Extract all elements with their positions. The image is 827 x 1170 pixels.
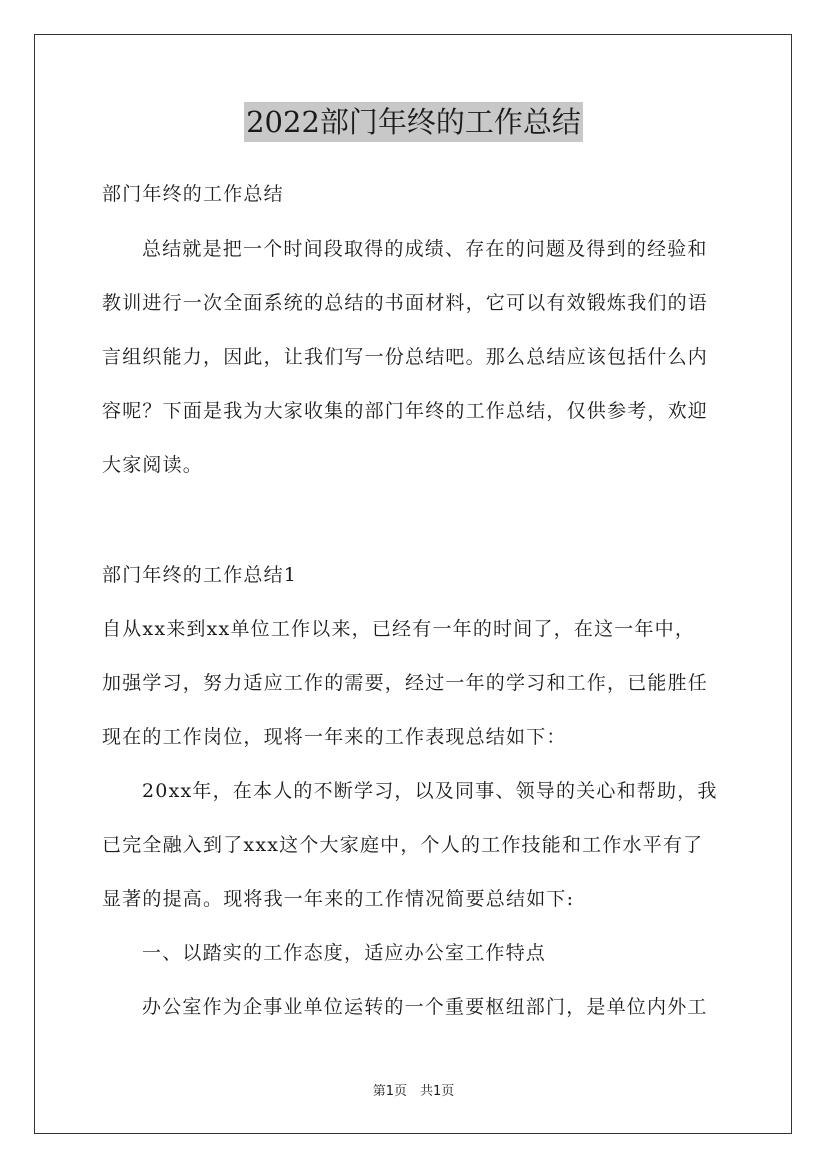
paragraph-line: 总结就是把一个时间段取得的成绩、存在的问题及得到的经验和	[142, 238, 708, 260]
document-title: 2022部门年终的工作总结	[244, 102, 583, 142]
paragraph-line: 已完全融入到了xxx这个大家庭中，个人的工作技能和工作水平有了	[102, 834, 704, 856]
paragraph-line: 大家阅读。	[102, 454, 204, 476]
paragraph-line: 自从xx来到xx单位工作以来，已经有一年的时间了，在这一年中，	[102, 618, 696, 640]
paragraph-line: 20xx年，在本人的不断学习，以及同事、领导的关心和帮助，我	[142, 780, 718, 802]
paragraph-line: 加强学习，努力适应工作的需要，经过一年的学习和工作，已能胜任	[102, 672, 709, 694]
paragraph-line: 办公室作为企事业单位运转的一个重要枢纽部门，是单位内外工	[142, 996, 708, 1018]
paragraph-line: 现在的工作岗位，现将一年来的工作表现总结如下：	[102, 726, 567, 748]
section-heading: 部门年终的工作总结1	[102, 564, 298, 586]
page-number: 第1页 共1页	[372, 1084, 455, 1099]
paragraph-line: 容呢？下面是我为大家收集的部门年终的工作总结，仅供参考，欢迎	[102, 400, 709, 422]
paragraph-line: 言组织能力，因此，让我们写一份总结吧。那么总结应该包括什么内	[102, 346, 709, 368]
title-container	[0, 102, 827, 142]
subsection-heading: 一、以踏实的工作态度，适应办公室工作特点	[142, 942, 547, 964]
section-heading: 部门年终的工作总结	[102, 183, 284, 205]
paragraph-line: 显著的提高。现将我一年来的工作情况简要总结如下:	[102, 888, 575, 910]
paragraph-line: 教训进行一次全面系统的总结的书面材料，它可以有效锻炼我们的语	[102, 292, 709, 314]
